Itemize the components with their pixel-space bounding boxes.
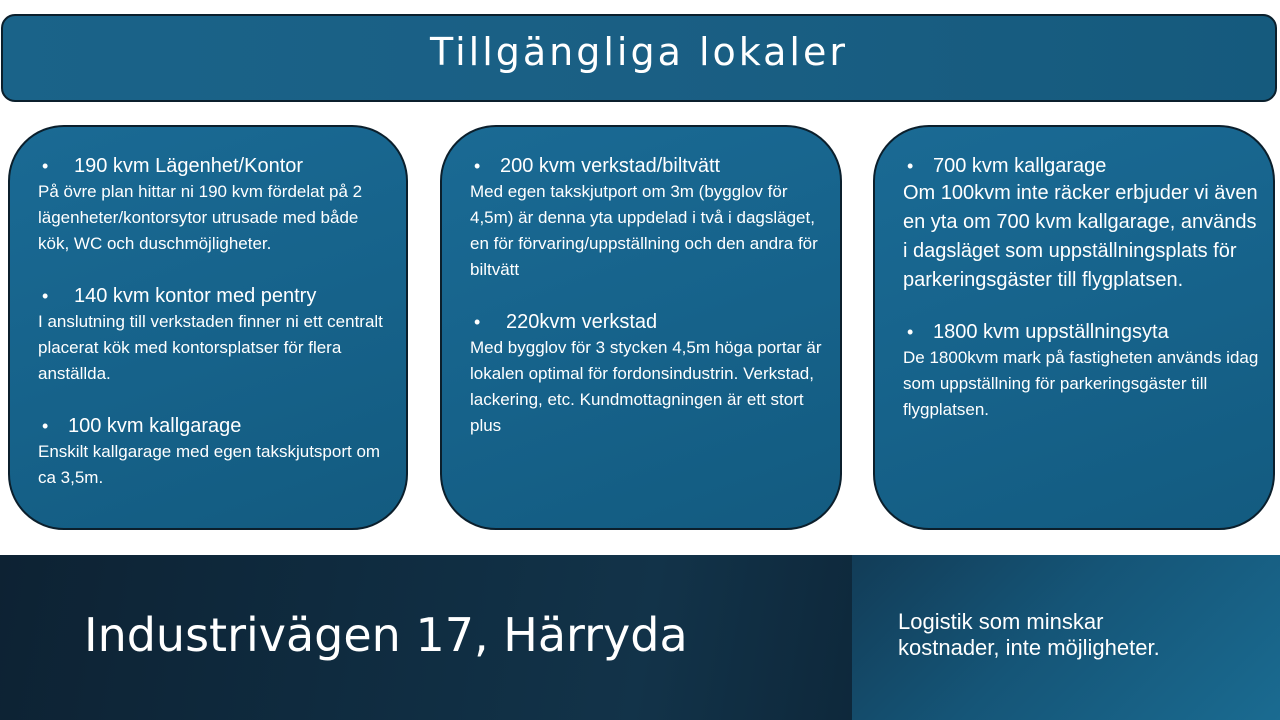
bullet-icon: •: [474, 156, 481, 176]
footer-band: [0, 555, 1280, 720]
section-body: Med bygglov för 3 stycken 4,5m höga portar är lokalen optimal för fordonsindustrin. Verkstad, lackering, etc. Kundmottagningen är ett stort plus: [470, 338, 822, 435]
tagline: [898, 609, 1258, 661]
bullet-icon: •: [907, 322, 914, 342]
card-apartment-office: [8, 125, 408, 530]
section-body: I anslutning till verkstaden finner ni ett centralt placerat kök med kontorsplatser för flera anställda.: [38, 312, 383, 383]
section-cold-garage-small: [38, 413, 392, 491]
section-workshop-carwash: [470, 153, 826, 283]
bullet-icon: •: [42, 286, 49, 306]
section-office-pentry: [38, 283, 392, 387]
tagline-line-2: kostnader, inte möjligheter.: [898, 635, 1160, 660]
section-heading: 190 kvm Lägenhet/Kontor: [74, 155, 304, 177]
section-cold-garage-large: [903, 153, 1259, 295]
section-heading: 220kvm verkstad: [506, 311, 658, 333]
card-garage-parking: [873, 125, 1275, 530]
card-workshop: [440, 125, 842, 530]
section-heading: 1800 kvm uppställningsyta: [933, 321, 1169, 343]
section-body: Om 100kvm inte räcker erbjuder vi även en yta om 700 kvm kallgarage, används i dagsläget som uppställningsplats för parkeringsgäster till flygplatsen.: [903, 182, 1258, 291]
bullet-icon: •: [42, 416, 49, 436]
address-text: Industrivägen 17, Härryda: [84, 608, 688, 662]
section-heading: 100 kvm kallgarage: [68, 415, 242, 437]
section-body: De 1800kvm mark på fastigheten används idag som uppställning för parkeringsgäster till flygplatsen.: [903, 348, 1259, 419]
tagline-line-1: Logistik som minskar: [898, 609, 1104, 634]
section-heading: 140 kvm kontor med pentry: [74, 285, 317, 307]
section-workshop-220: [470, 309, 826, 439]
section-apartment-office: [38, 153, 392, 257]
section-heading: 200 kvm verkstad/biltvätt: [500, 155, 721, 177]
section-body: På övre plan hittar ni 190 kvm fördelat på 2 lägenheter/kontorsytor utrusade med både kök, WC och duschmöjligheter.: [38, 182, 363, 253]
title-banner: [1, 14, 1277, 102]
section-body: Enskilt kallgarage med egen takskjutsport om ca 3,5m.: [38, 442, 381, 487]
section-parking-area: [903, 319, 1259, 423]
section-heading: 700 kvm kallgarage: [933, 155, 1107, 177]
bullet-icon: •: [907, 156, 914, 176]
page-title: Tillgängliga lokaler: [430, 30, 848, 74]
bullet-icon: •: [474, 312, 481, 332]
bullet-icon: •: [42, 156, 49, 176]
section-body: Med egen takskjutport om 3m (bygglov för 4,5m) är denna yta uppdelad i två i dagsläget, en för förvaring/uppställning och den andra för biltvätt: [470, 182, 818, 279]
